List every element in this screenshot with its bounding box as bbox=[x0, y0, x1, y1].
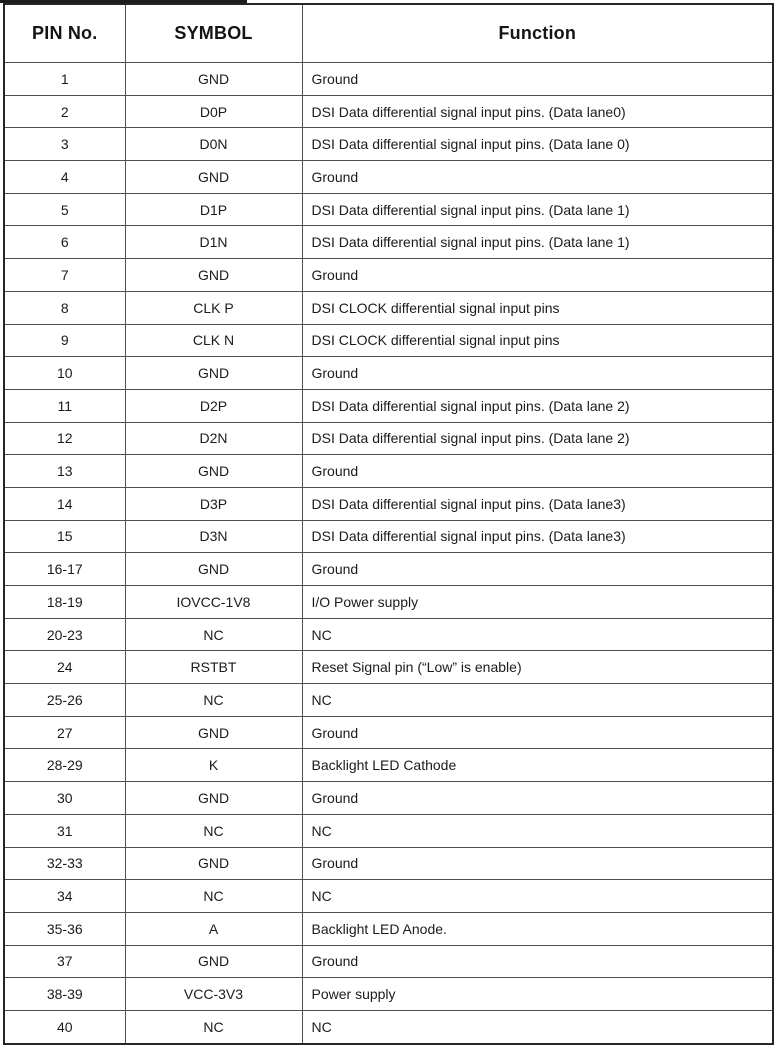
symbol-cell: NC bbox=[125, 618, 302, 651]
pin-number-cell: 30 bbox=[4, 782, 125, 815]
pin-number-cell: 11 bbox=[4, 389, 125, 422]
table-row bbox=[4, 847, 773, 880]
function-cell: Backlight LED Anode. bbox=[302, 912, 773, 945]
table-row bbox=[4, 357, 773, 390]
symbol-cell: D0P bbox=[125, 95, 302, 128]
table-row bbox=[4, 651, 773, 684]
table-row bbox=[4, 487, 773, 520]
function-cell: DSI CLOCK differential signal input pins bbox=[302, 291, 773, 324]
function-cell: DSI Data differential signal input pins. (Data lane3) bbox=[302, 520, 773, 553]
function-cell: NC bbox=[302, 880, 773, 913]
table-row bbox=[4, 978, 773, 1011]
table-row bbox=[4, 749, 773, 782]
table-row bbox=[4, 422, 773, 455]
table-row bbox=[4, 193, 773, 226]
table-row bbox=[4, 1010, 773, 1043]
table-row bbox=[4, 912, 773, 945]
symbol-cell: VCC-3V3 bbox=[125, 978, 302, 1011]
pin-number-cell: 6 bbox=[4, 226, 125, 259]
symbol-cell: D3N bbox=[125, 520, 302, 553]
symbol-cell: NC bbox=[125, 880, 302, 913]
function-cell: NC bbox=[302, 1010, 773, 1043]
symbol-cell: D0N bbox=[125, 128, 302, 161]
symbol-cell: NC bbox=[125, 814, 302, 847]
table-row bbox=[4, 814, 773, 847]
pin-number-cell: 18-19 bbox=[4, 586, 125, 619]
pin-number-cell: 9 bbox=[4, 324, 125, 357]
pin-number-cell: 31 bbox=[4, 814, 125, 847]
pin-number-cell: 24 bbox=[4, 651, 125, 684]
table-row bbox=[4, 128, 773, 161]
pin-number-cell: 3 bbox=[4, 128, 125, 161]
function-cell: NC bbox=[302, 684, 773, 717]
symbol-cell: CLK N bbox=[125, 324, 302, 357]
table-row bbox=[4, 95, 773, 128]
pin-number-cell: 16-17 bbox=[4, 553, 125, 586]
pin-number-cell: 7 bbox=[4, 259, 125, 292]
table-row bbox=[4, 586, 773, 619]
pin-number-cell: 2 bbox=[4, 95, 125, 128]
pin-number-cell: 10 bbox=[4, 357, 125, 390]
function-cell: Ground bbox=[302, 357, 773, 390]
pin-number-cell: 38-39 bbox=[4, 978, 125, 1011]
symbol-cell: GND bbox=[125, 455, 302, 488]
table-row bbox=[4, 520, 773, 553]
function-cell: DSI Data differential signal input pins. (Data lane 1) bbox=[302, 193, 773, 226]
pin-number-cell: 25-26 bbox=[4, 684, 125, 717]
table-row bbox=[4, 782, 773, 815]
table-row bbox=[4, 553, 773, 586]
symbol-cell: D2N bbox=[125, 422, 302, 455]
pin-number-cell: 35-36 bbox=[4, 912, 125, 945]
function-cell: DSI Data differential signal input pins. (Data lane 2) bbox=[302, 389, 773, 422]
pin-number-cell: 34 bbox=[4, 880, 125, 913]
symbol-cell: D1N bbox=[125, 226, 302, 259]
table-row bbox=[4, 226, 773, 259]
pin-number-cell: 14 bbox=[4, 487, 125, 520]
symbol-cell: GND bbox=[125, 357, 302, 390]
function-cell: DSI Data differential signal input pins. (Data lane0) bbox=[302, 95, 773, 128]
function-cell: Ground bbox=[302, 63, 773, 96]
pin-number-cell: 28-29 bbox=[4, 749, 125, 782]
table-row bbox=[4, 259, 773, 292]
function-cell: Ground bbox=[302, 161, 773, 194]
symbol-cell: GND bbox=[125, 782, 302, 815]
function-cell: DSI Data differential signal input pins. (Data lane 1) bbox=[302, 226, 773, 259]
symbol-cell: IOVCC-1V8 bbox=[125, 586, 302, 619]
function-cell: DSI Data differential signal input pins. (Data lane3) bbox=[302, 487, 773, 520]
symbol-cell: GND bbox=[125, 945, 302, 978]
function-cell: Ground bbox=[302, 716, 773, 749]
table-row bbox=[4, 291, 773, 324]
function-cell: Ground bbox=[302, 553, 773, 586]
symbol-cell: D2P bbox=[125, 389, 302, 422]
symbol-cell: D3P bbox=[125, 487, 302, 520]
function-cell: I/O Power supply bbox=[302, 586, 773, 619]
pin-number-cell: 20-23 bbox=[4, 618, 125, 651]
column-header-function: Function bbox=[302, 4, 773, 63]
function-cell: DSI Data differential signal input pins. (Data lane 0) bbox=[302, 128, 773, 161]
table-row bbox=[4, 63, 773, 96]
symbol-cell: GND bbox=[125, 716, 302, 749]
table-row bbox=[4, 455, 773, 488]
function-cell: Ground bbox=[302, 847, 773, 880]
pin-definition-table bbox=[3, 3, 774, 1045]
function-cell: DSI Data differential signal input pins. (Data lane 2) bbox=[302, 422, 773, 455]
column-header-pin-no: PIN No. bbox=[4, 4, 125, 63]
function-cell: NC bbox=[302, 618, 773, 651]
function-cell: Ground bbox=[302, 782, 773, 815]
column-header-symbol: SYMBOL bbox=[125, 4, 302, 63]
table-row bbox=[4, 684, 773, 717]
symbol-cell: GND bbox=[125, 259, 302, 292]
top-edge-scan-line bbox=[0, 0, 247, 3]
function-cell: Ground bbox=[302, 259, 773, 292]
table-row bbox=[4, 880, 773, 913]
table-row bbox=[4, 324, 773, 357]
pin-number-cell: 32-33 bbox=[4, 847, 125, 880]
pin-number-cell: 12 bbox=[4, 422, 125, 455]
table-row bbox=[4, 945, 773, 978]
symbol-cell: RSTBT bbox=[125, 651, 302, 684]
symbol-cell: D1P bbox=[125, 193, 302, 226]
pin-number-cell: 27 bbox=[4, 716, 125, 749]
function-cell: Reset Signal pin (“Low” is enable) bbox=[302, 651, 773, 684]
symbol-cell: K bbox=[125, 749, 302, 782]
table-body bbox=[4, 63, 773, 1044]
function-cell: DSI CLOCK differential signal input pins bbox=[302, 324, 773, 357]
pin-number-cell: 37 bbox=[4, 945, 125, 978]
function-cell: NC bbox=[302, 814, 773, 847]
function-cell: Ground bbox=[302, 455, 773, 488]
pin-number-cell: 1 bbox=[4, 63, 125, 96]
function-cell: Power supply bbox=[302, 978, 773, 1011]
pin-number-cell: 4 bbox=[4, 161, 125, 194]
table-row bbox=[4, 716, 773, 749]
symbol-cell: A bbox=[125, 912, 302, 945]
pin-number-cell: 5 bbox=[4, 193, 125, 226]
pin-number-cell: 8 bbox=[4, 291, 125, 324]
function-cell: Ground bbox=[302, 945, 773, 978]
symbol-cell: CLK P bbox=[125, 291, 302, 324]
symbol-cell: GND bbox=[125, 63, 302, 96]
function-cell: Backlight LED Cathode bbox=[302, 749, 773, 782]
table-row bbox=[4, 161, 773, 194]
table-row bbox=[4, 618, 773, 651]
symbol-cell: NC bbox=[125, 684, 302, 717]
symbol-cell: GND bbox=[125, 161, 302, 194]
pin-number-cell: 13 bbox=[4, 455, 125, 488]
pin-number-cell: 15 bbox=[4, 520, 125, 553]
table-header-row bbox=[4, 4, 773, 63]
pin-number-cell: 40 bbox=[4, 1010, 125, 1043]
symbol-cell: NC bbox=[125, 1010, 302, 1043]
symbol-cell: GND bbox=[125, 847, 302, 880]
symbol-cell: GND bbox=[125, 553, 302, 586]
table-row bbox=[4, 389, 773, 422]
